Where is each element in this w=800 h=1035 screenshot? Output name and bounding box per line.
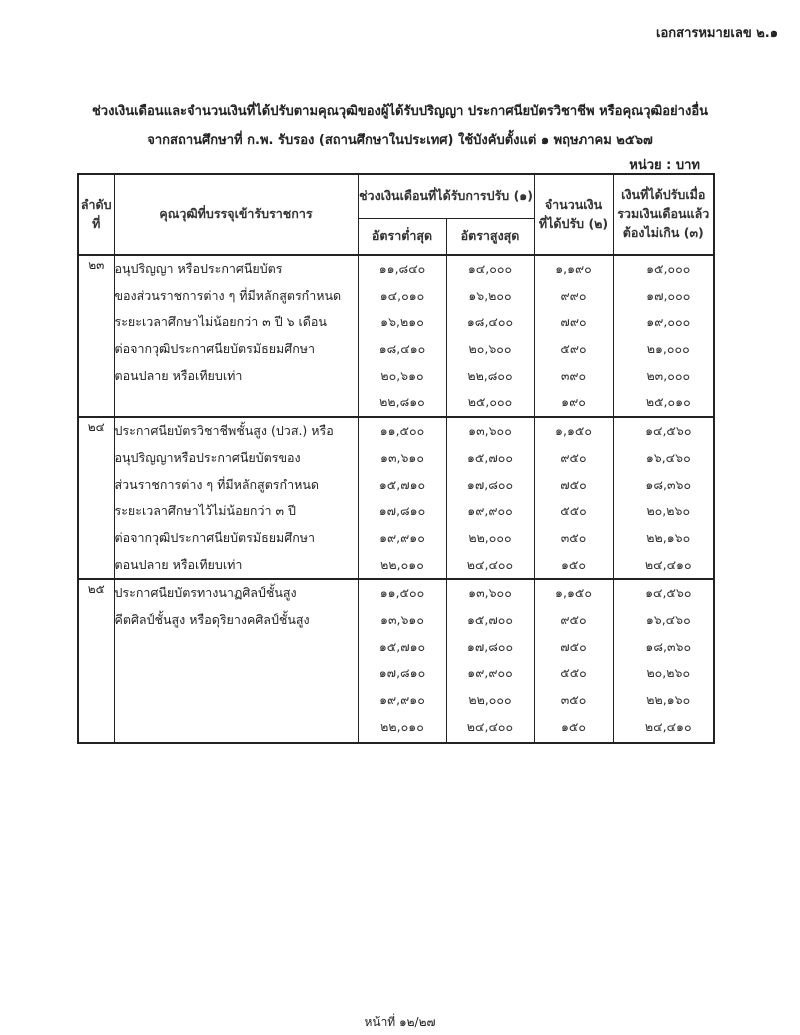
- column-header-no: ลำดับ ที่: [78, 174, 114, 255]
- table-group-24: [78, 417, 714, 579]
- adjust-amount-cell: ๑,๑๕๐ ๙๕๐ ๗๕๐ ๕๕๐ ๓๕๐ ๑๕๐: [534, 417, 613, 579]
- table-row: [78, 579, 714, 743]
- column-header-max: อัตราสูงสุด: [446, 219, 534, 256]
- column-header-qualification: คุณวุฒิที่บรรจุเข้ารับราชการ: [114, 174, 358, 255]
- table-group-25: [78, 579, 714, 743]
- min-rate-cell: ๑๑,๕๐๐ ๑๓,๖๑๐ ๑๕,๗๑๐ ๑๗,๘๑๐ ๑๙,๙๑๐ ๒๒,๐๑๐: [358, 417, 446, 579]
- table-row: [78, 255, 714, 417]
- document-reference: เอกสารหมายเลข ๒.๑: [656, 26, 778, 41]
- column-header-min: อัตราต่ำสุด: [358, 219, 446, 256]
- cap-amount-cell: ๑๔,๕๖๐ ๑๖,๔๖๐ ๑๘,๓๖๐ ๒๐,๒๖๐ ๒๒,๑๖๐ ๒๔,๔๑๐: [613, 579, 714, 743]
- cap-amount-cell: ๑๔,๕๖๐ ๑๖,๔๖๐ ๑๘,๓๖๐ ๒๐,๒๖๐ ๒๒,๑๖๐ ๒๔,๔๑๐: [613, 417, 714, 579]
- cap-amount-cell: ๑๕,๐๐๐ ๑๗,๐๐๐ ๑๙,๐๐๐ ๒๑,๐๐๐ ๒๓,๐๐๐ ๒๕,๐๑๐: [613, 255, 714, 417]
- max-rate-cell: ๑๓,๖๐๐ ๑๕,๗๐๐ ๑๗,๘๐๐ ๑๙,๙๐๐ ๒๒,๐๐๐ ๒๔,๔๐๐: [446, 417, 534, 579]
- qualification-cell: ประกาศนียบัตรทางนาฏศิลป์ชั้นสูง คีตศิลป์ชั้นสูง หรือดุริยางคศิลป์ชั้นสูง: [114, 579, 358, 743]
- adjust-amount-cell: ๑,๑๙๐ ๙๙๐ ๗๙๐ ๕๙๐ ๓๙๐ ๑๙๐: [534, 255, 613, 417]
- table-group-23: [78, 255, 714, 417]
- row-number: ๒๕: [78, 579, 114, 743]
- min-rate-cell: ๑๑,๘๔๐ ๑๔,๐๑๐ ๑๖,๒๑๐ ๑๘,๔๑๐ ๒๐,๖๑๐ ๒๒,๘๑๐: [358, 255, 446, 417]
- column-header-adjust: จำนวนเงิน ที่ได้ปรับ (๒): [534, 174, 613, 255]
- table-header: [78, 174, 714, 255]
- adjust-amount-cell: ๑,๑๕๐ ๙๕๐ ๗๕๐ ๕๕๐ ๓๕๐ ๑๕๐: [534, 579, 613, 743]
- salary-table: [77, 173, 715, 744]
- column-header-salary-range: ช่วงเงินเดือนที่ได้รับการปรับ (๑): [358, 174, 534, 219]
- row-number: ๒๔: [78, 417, 114, 579]
- document-title-line2: จากสถานศึกษาที่ ก.พ. รับรอง (สถานศึกษาในประเทศ) ใช้บังคับตั้งแต่ ๑ พฤษภาคม ๒๕๖๗: [147, 133, 653, 148]
- page-number: หน้าที่ ๑๒/๒๗: [364, 1015, 436, 1029]
- column-header-cap: เงินที่ได้ปรับเมื่อ รวมเงินเดือนแล้ว ต้องไม่เกิน (๓): [613, 174, 714, 255]
- max-rate-cell: ๑๔,๐๐๐ ๑๖,๒๐๐ ๑๘,๔๐๐ ๒๐,๖๐๐ ๒๒,๘๐๐ ๒๕,๐๐๐: [446, 255, 534, 417]
- document-title-line1: ช่วงเงินเดือนและจำนวนเงินที่ได้ปรับตามคุณวุฒิของผู้ได้รับปริญญา ประกาศนียบัตรวิชาชีพ หรือคุณวุฒิอย่างอื่น: [91, 104, 709, 119]
- min-rate-cell: ๑๑,๕๐๐ ๑๓,๖๑๐ ๑๕,๗๑๐ ๑๗,๘๑๐ ๑๙,๙๑๐ ๒๒,๐๑๐: [358, 579, 446, 743]
- qualification-cell: ประกาศนียบัตรวิชาชีพชั้นสูง (ปวส.) หรือ อนุปริญญาหรือประกาศนียบัตรของ ส่วนราชการต่าง ๆ ที่มีหลักสูตรกำหนด ระยะเวลาศึกษาไว้ไม่น้อยกว่า ๓ ปี ต่อจากวุฒิประกาศนียบัตรมัธยมศึกษา ตอนปลาย หรือเทียบเท่า: [114, 417, 358, 579]
- table-row: [78, 417, 714, 579]
- unit-label: หน่วย : บาท: [629, 158, 700, 173]
- row-number: ๒๓: [78, 255, 114, 417]
- qualification-cell: อนุปริญญา หรือประกาศนียบัตร ของส่วนราชการต่าง ๆ ที่มีหลักสูตรกำหนด ระยะเวลาศึกษาไม่น้อยกว่า ๓ ปี ๖ เดือน ต่อจากวุฒิประกาศนียบัตรมัธยมศึกษา ตอนปลาย หรือเทียบเท่า: [114, 255, 358, 417]
- max-rate-cell: ๑๓,๖๐๐ ๑๕,๗๐๐ ๑๗,๘๐๐ ๑๙,๙๐๐ ๒๒,๐๐๐ ๒๔,๔๐๐: [446, 579, 534, 743]
